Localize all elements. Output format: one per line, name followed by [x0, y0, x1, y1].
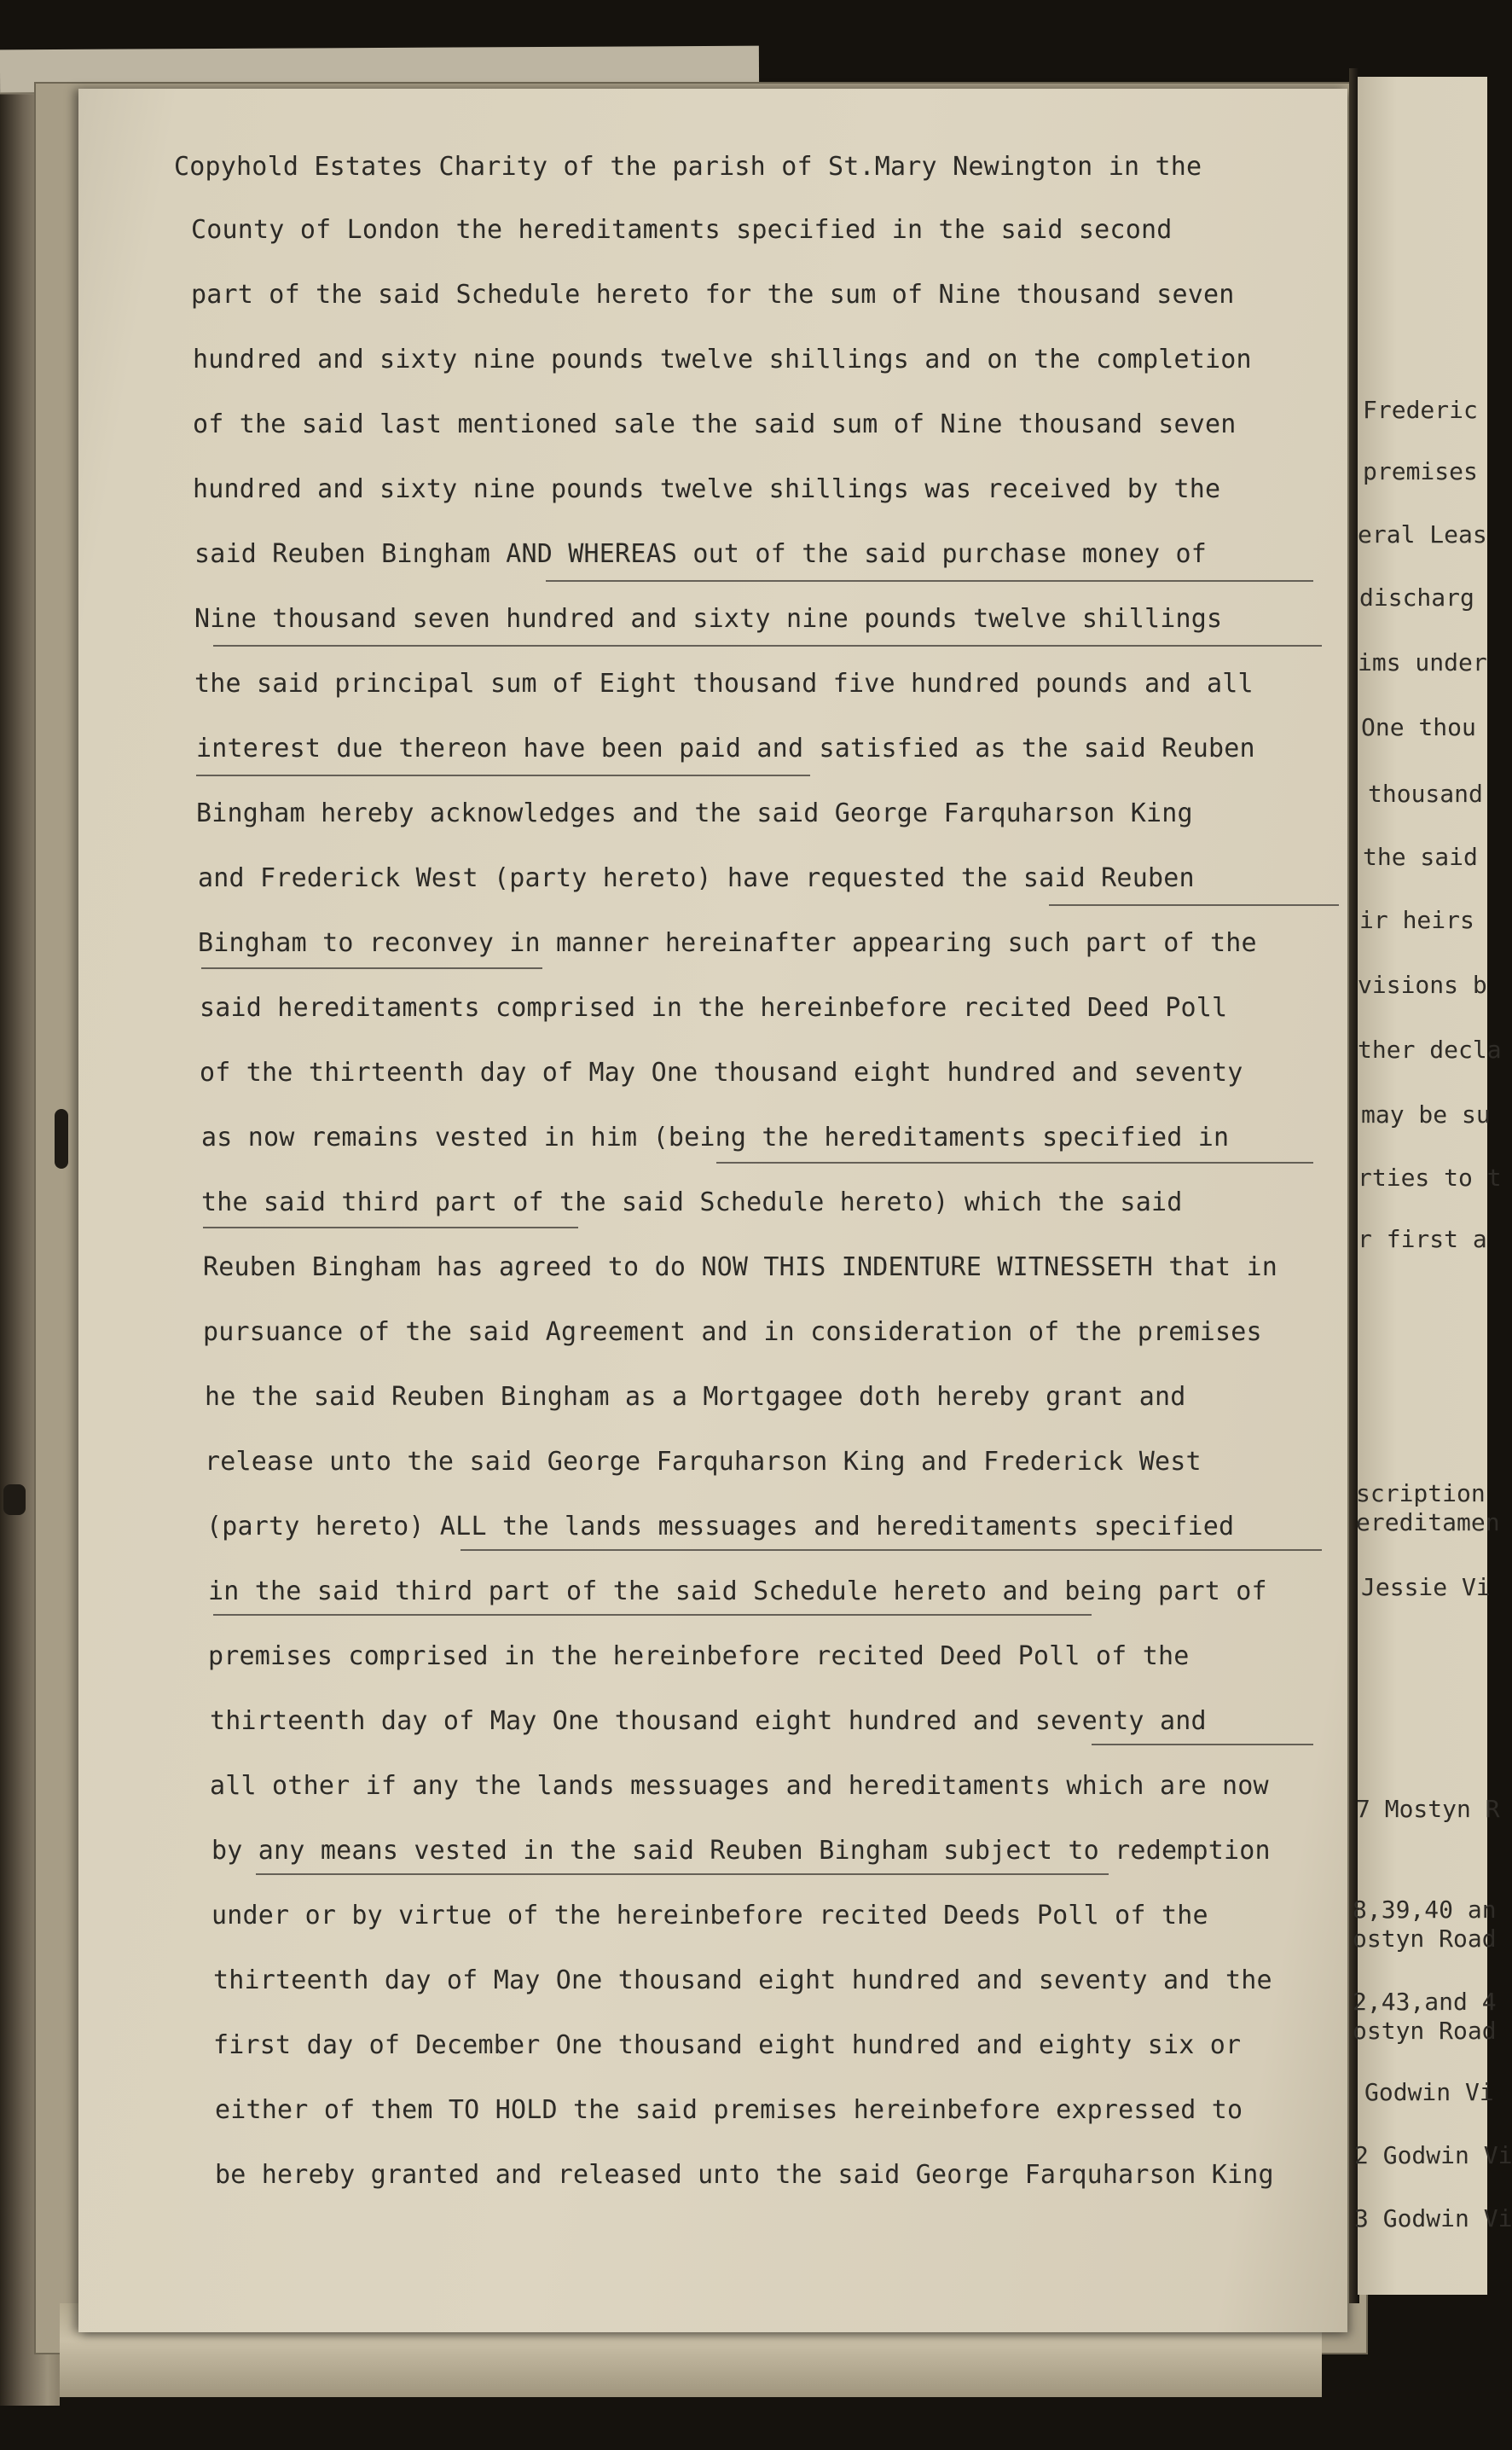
- facing-page-text: discharg: [1359, 583, 1474, 612]
- text-line: he the said Reuben Bingham as a Mortgagee doth hereby grant and: [205, 1382, 1186, 1412]
- facing-page-text: r first a: [1358, 1225, 1487, 1253]
- facing-page-text: One thou: [1361, 713, 1476, 741]
- facing-page-text: Frederic: [1363, 396, 1478, 424]
- text-line: hundred and sixty nine pounds twelve shillings and on the completion: [193, 345, 1252, 374]
- text-line: by any means vested in the said Reuben Bingham subject to redemption: [211, 1836, 1271, 1866]
- facing-page-text: ir heirs: [1359, 906, 1474, 934]
- text-line: Copyhold Estates Charity of the parish of St.Mary Newington in the: [174, 152, 1202, 182]
- pencil-underline: [1049, 904, 1339, 906]
- facing-page-text: ther decla: [1358, 1036, 1502, 1064]
- facing-page-text: 2 Godwin Vi: [1354, 2141, 1512, 2169]
- text-line: of the said last mentioned sale the said sum of Nine thousand seven: [193, 409, 1237, 439]
- text-line: County of London the hereditaments specified in the said second: [191, 215, 1173, 245]
- facing-page-text: eral Leas: [1358, 520, 1487, 549]
- pencil-underline: [716, 1162, 1313, 1164]
- facing-page-text: visions b: [1358, 971, 1487, 999]
- text-line: hundred and sixty nine pounds twelve shillings was received by the: [193, 474, 1221, 504]
- text-line: Bingham hereby acknowledges and the said George Farquharson King: [196, 798, 1193, 828]
- text-line: and Frederick West (party hereto) have requested the said Reuben: [198, 863, 1195, 893]
- text-line: under or by virtue of the hereinbefore recited Deeds Poll of the: [211, 1901, 1208, 1930]
- pencil-underline: [213, 1614, 1092, 1616]
- pencil-underline: [256, 1873, 1109, 1875]
- facing-page-text: ostyn Road: [1353, 2017, 1497, 2045]
- text-line: premises comprised in the hereinbefore recited Deed Poll of the: [208, 1641, 1190, 1671]
- pencil-underline: [203, 1227, 578, 1228]
- facing-page-text: ostyn Road: [1353, 1925, 1497, 1953]
- text-line: the said third part of the said Schedule hereto) which the said: [201, 1187, 1183, 1217]
- pencil-underline: [201, 967, 542, 969]
- text-line: (party hereto) ALL the lands messuages and hereditaments specified: [206, 1512, 1235, 1541]
- pencil-underline: [1092, 1744, 1313, 1745]
- text-line: thirteenth day of May One thousand eight hundred and seventy and the: [213, 1965, 1272, 1995]
- text-line: Bingham to reconvey in manner hereinafter appearing such part of the: [198, 928, 1257, 958]
- text-line: interest due thereon have been paid and satisfied as the said Reuben: [196, 734, 1255, 763]
- facing-page-text: 3 Godwin Vi: [1354, 2204, 1512, 2232]
- text-line: Reuben Bingham has agreed to do NOW THIS INDENTURE WITNESSETH that in: [203, 1252, 1278, 1282]
- text-line: release unto the said George Farquharson King and Frederick West: [205, 1447, 1202, 1477]
- facing-page-text: ims under: [1358, 648, 1487, 676]
- text-line: said hereditaments comprised in the hereinbefore recited Deed Poll: [200, 993, 1228, 1023]
- facing-page-text: ereditamen: [1356, 1508, 1500, 1536]
- pencil-underline: [461, 1549, 1322, 1551]
- text-line: of the thirteenth day of May One thousand eight hundred and seventy: [200, 1058, 1243, 1088]
- facing-page-text: Godwin Vi: [1364, 2078, 1494, 2106]
- facing-page-text: 7 Mostyn R: [1356, 1795, 1500, 1823]
- text-line: the said principal sum of Eight thousand five hundred pounds and all: [194, 669, 1254, 699]
- text-line: all other if any the lands messuages and hereditaments which are now: [210, 1771, 1269, 1801]
- text-line: first day of December One thousand eight hundred and eighty six or: [213, 2030, 1242, 2060]
- text-line: Nine thousand seven hundred and sixty nine pounds twelve shillings: [194, 604, 1223, 634]
- facing-page-text: premises: [1363, 457, 1478, 485]
- pencil-underline: [546, 580, 1313, 582]
- pencil-underline: [213, 645, 1322, 647]
- pencil-underline: [196, 775, 810, 776]
- text-line: thirteenth day of May One thousand eight hundred and seventy and: [210, 1706, 1207, 1736]
- text-line: be hereby granted and released unto the said George Farquharson King: [215, 2160, 1274, 2190]
- text-line: in the said third part of the said Schedule hereto and being part of: [208, 1576, 1267, 1606]
- facing-page-text: 8,39,40 an: [1353, 1896, 1497, 1924]
- text-line: pursuance of the said Agreement and in consideration of the premises: [203, 1317, 1262, 1347]
- text-line: part of the said Schedule hereto for the sum of Nine thousand seven: [191, 280, 1235, 310]
- facing-page-text: 2,43,and 4: [1353, 1988, 1497, 2016]
- text-line: as now remains vested in him (being the hereditaments specified in: [201, 1123, 1230, 1152]
- facing-page-text: may be su: [1361, 1100, 1491, 1129]
- facing-page-text: scription: [1356, 1479, 1486, 1507]
- text-line: said Reuben Bingham AND WHEREAS out of the said purchase money of: [194, 539, 1207, 569]
- facing-page-text: the said: [1363, 843, 1478, 871]
- facing-page-text: thousand: [1368, 780, 1483, 808]
- facing-page-text: rties to t: [1358, 1164, 1502, 1192]
- text-line: either of them TO HOLD the said premises hereinbefore expressed to: [215, 2095, 1243, 2125]
- facing-page-text: Jessie Vi: [1361, 1573, 1491, 1601]
